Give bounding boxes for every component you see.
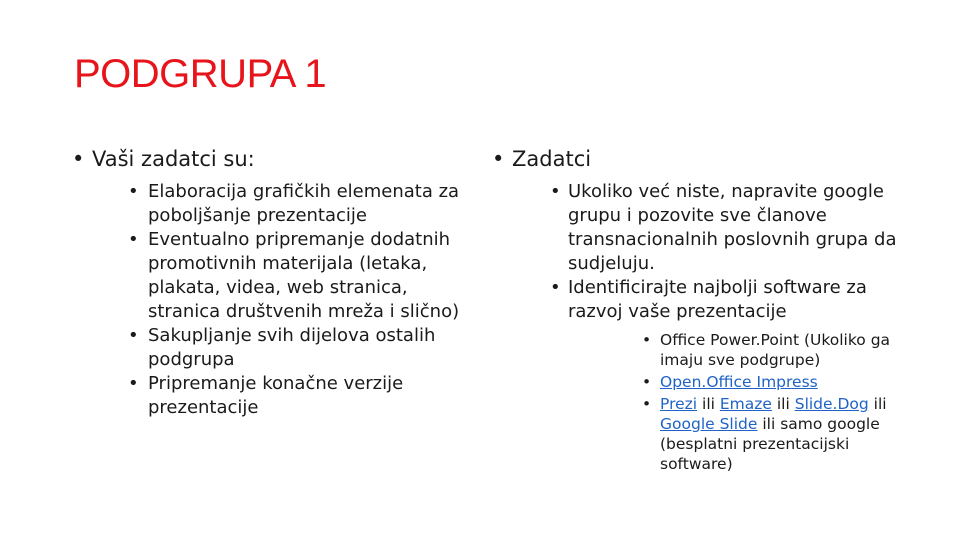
list-item: • Eventualno pripremanje dodatnih promotivnih materijala (letaka, plakata, videa, web stranica, stranica društvenih mreža i slično) [92,228,472,324]
page-title: PODGRUPA 1 [74,52,327,96]
right-heading: Zadatci [512,147,592,171]
list-item: • Office Power.Point (Ukoliko ga imaju sve podgrupe) [568,330,922,370]
left-task-list [92,180,472,420]
list-item: • Pripremanje konačne verzije prezentacije [92,372,472,420]
separator-text: ili [868,395,887,413]
list-item [568,394,922,474]
software-options-list [568,330,922,474]
prezi-link[interactable]: Prezi [660,395,698,413]
right-task-list [512,180,922,474]
left-heading-item [72,146,472,420]
software-item-label: Identificirajte najbolji software za razvoj vaše prezentacije [568,277,867,322]
left-heading: Vaši zadatci su: [92,147,255,171]
separator-text: ili [771,395,795,413]
list-item: • Sakupljanje svih dijelova ostalih podgrupa [92,324,472,372]
list-item: • Ukoliko već niste, napravite google grupu i pozovite sve članove transnacionalnih poslovnih grupa da sudjeluju. [512,180,922,276]
left-column [72,146,472,420]
list-item: • Elaboracija grafičkih elemenata za poboljšanje prezentacije [92,180,472,228]
google-slide-link[interactable]: Google Slide [660,415,758,433]
right-column [492,146,922,476]
right-heading-item [492,146,922,474]
list-item [512,276,922,474]
list-item [568,372,922,392]
openoffice-link[interactable]: Open.Office Impress [660,373,818,391]
tail-text: ili samo google (besplatni prezentacijski software) [660,415,880,473]
slidedog-link[interactable]: Slide.Dog [794,395,869,413]
emaze-link[interactable]: Emaze [719,395,772,413]
separator-text: ili [697,395,720,413]
